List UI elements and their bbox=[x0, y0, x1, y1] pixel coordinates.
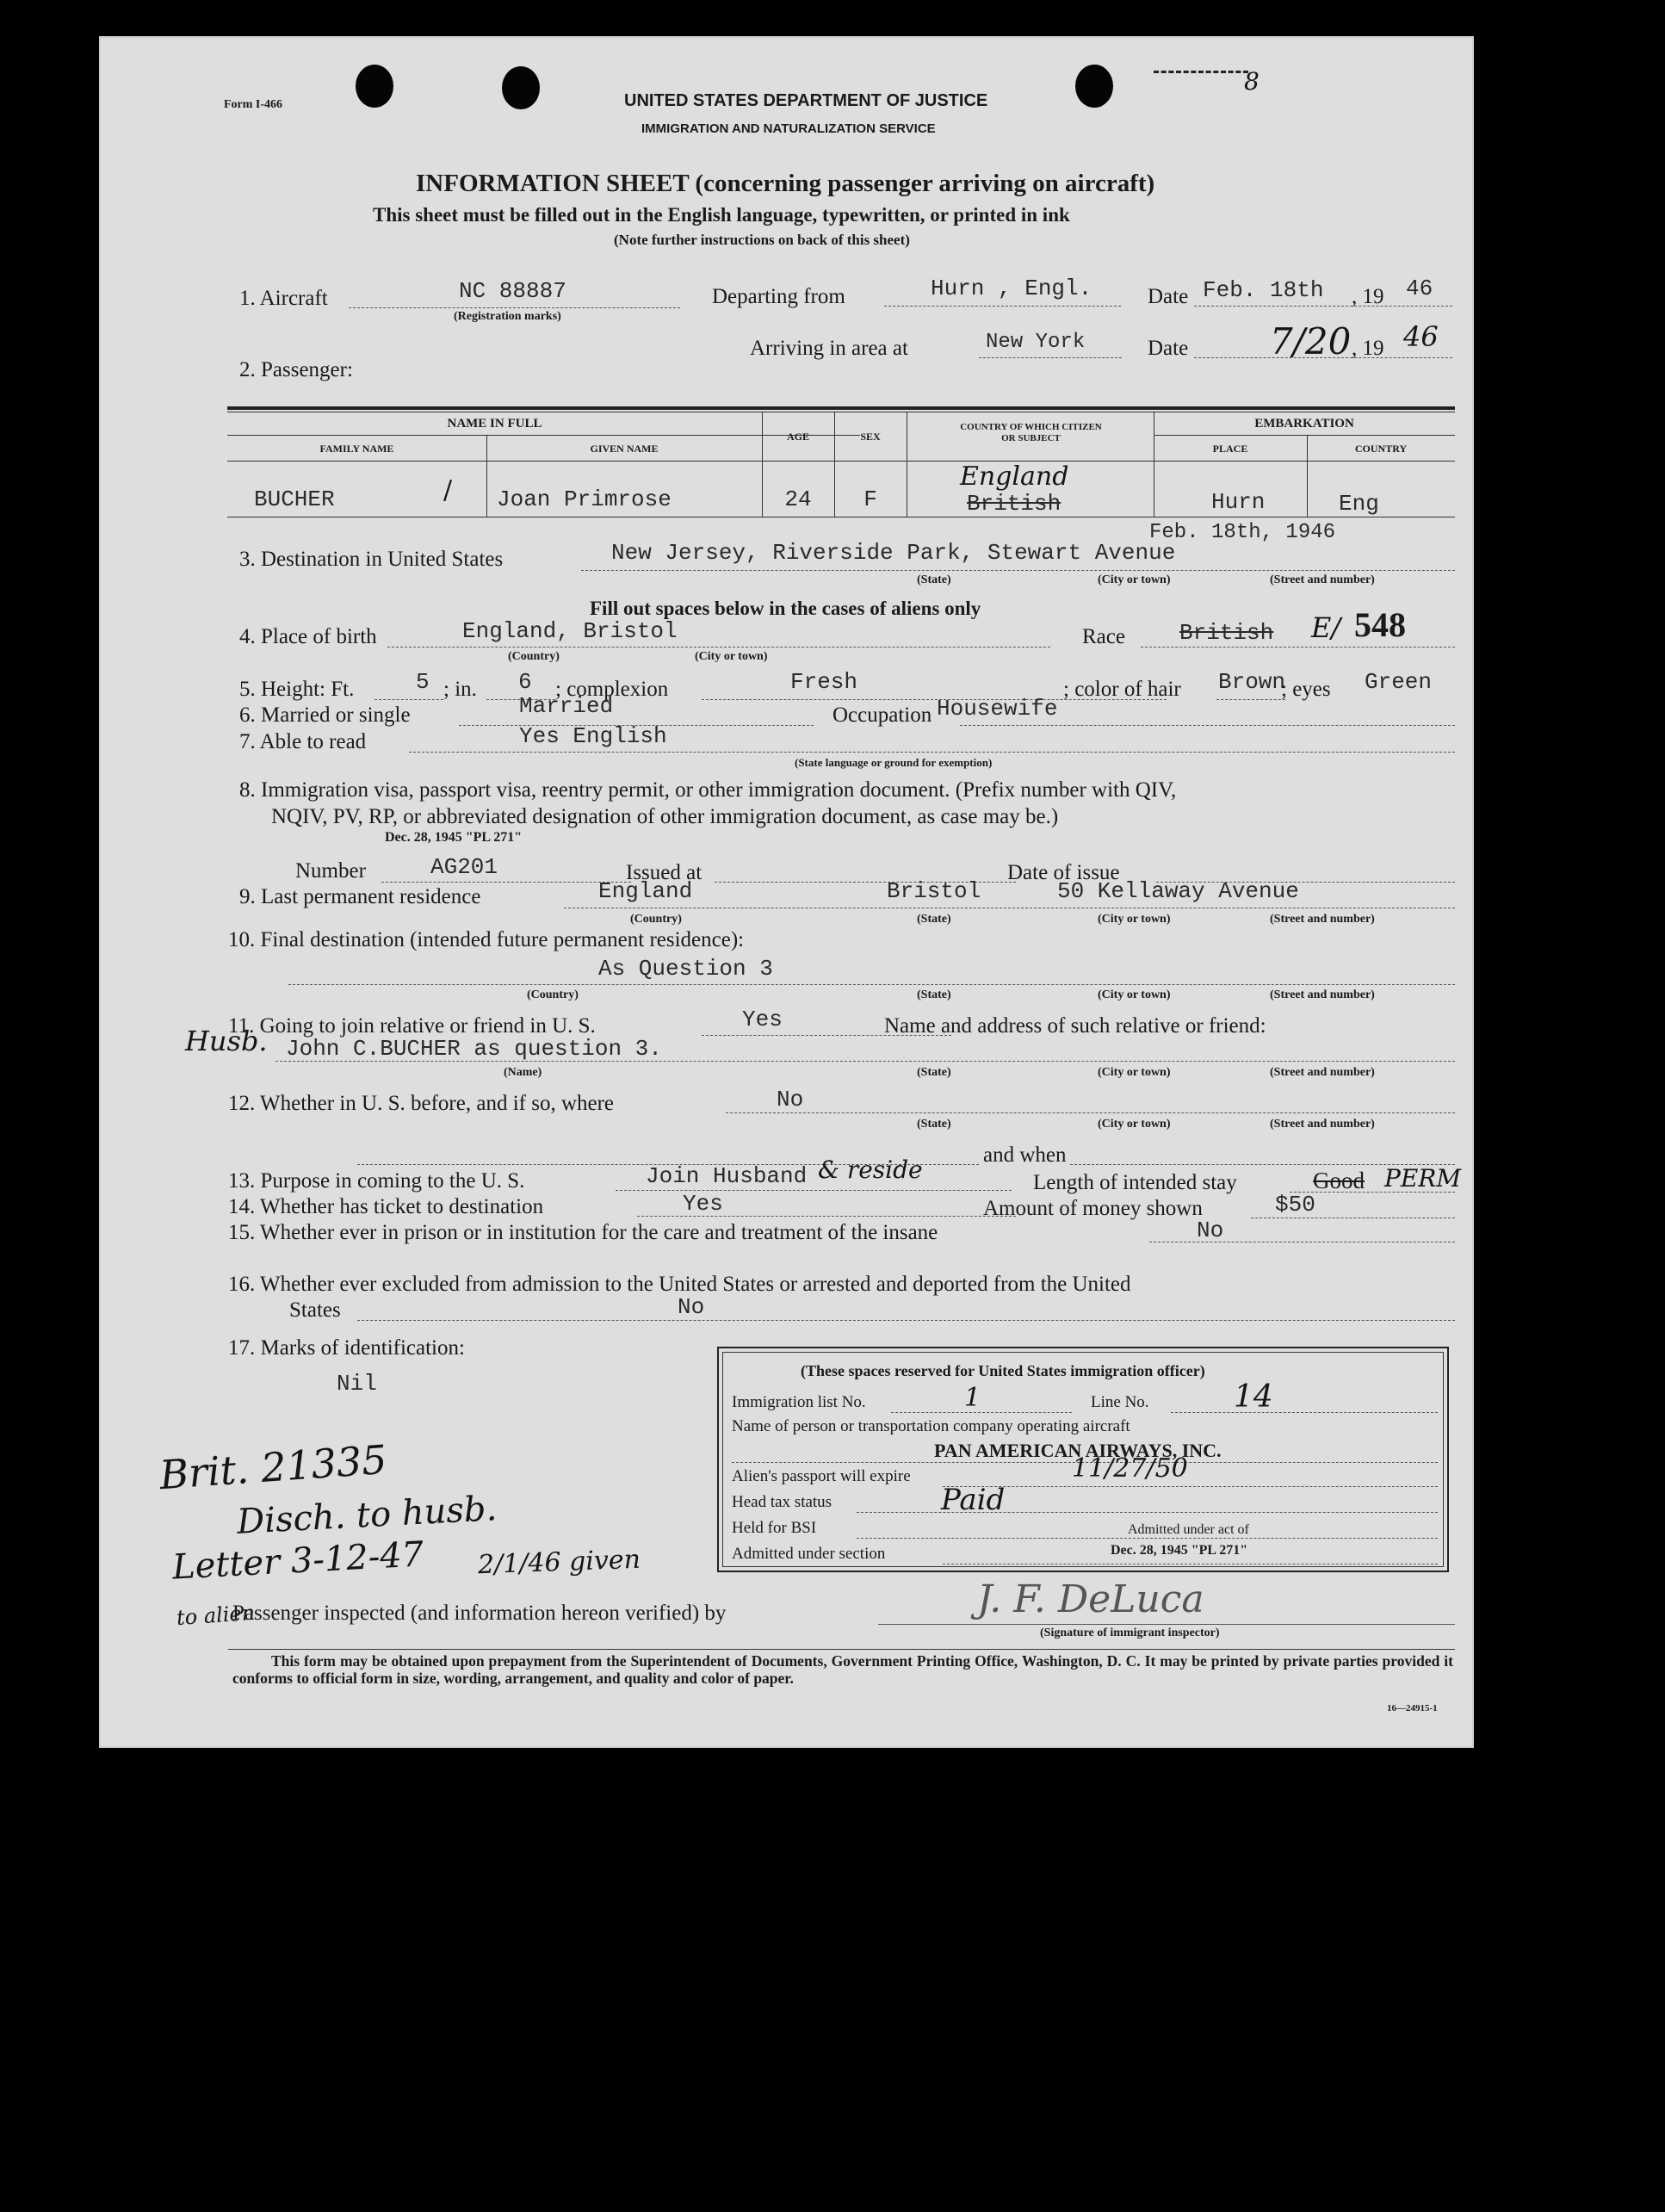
citizen-handwritten: England bbox=[960, 462, 1069, 492]
passport-label: Alien's passport will expire bbox=[732, 1467, 911, 1485]
passport-value: 11/27/50 bbox=[1072, 1453, 1188, 1484]
q11-label: 11. Going to join relative or friend in U. S. bbox=[228, 1014, 596, 1038]
stay-label: Length of intended stay bbox=[1033, 1171, 1237, 1194]
q17-label: 17. Marks of identification: bbox=[228, 1336, 465, 1360]
form-number: Form I-466 bbox=[224, 98, 283, 111]
and-when-label: and when bbox=[983, 1143, 1067, 1167]
given-name-value: Joan Primrose bbox=[497, 486, 672, 512]
sex-value: F bbox=[863, 486, 877, 512]
q17-value: Nil bbox=[337, 1371, 377, 1397]
q13-hand-value: & reside bbox=[818, 1156, 923, 1184]
q14-label: 14. Whether has ticket to destination bbox=[228, 1195, 544, 1218]
th-place: PLACE bbox=[1212, 443, 1248, 455]
relative-value: John C.BUCHER as question 3. bbox=[286, 1036, 662, 1062]
company-value: PAN AMERICAN AIRWAYS, INC. bbox=[934, 1440, 1222, 1461]
q11-value: Yes bbox=[742, 1007, 783, 1032]
line-underline bbox=[1171, 1412, 1438, 1413]
caption-country: (Country) bbox=[527, 988, 579, 1001]
q4-label: 4. Place of birth bbox=[239, 625, 377, 648]
caption-street: (Street and number) bbox=[1270, 1066, 1375, 1079]
caption-city: (City or town) bbox=[1098, 913, 1171, 926]
footer-code: 16—24915-1 bbox=[1387, 1703, 1438, 1713]
tick-mark: / bbox=[443, 475, 453, 505]
family-name-value: BUCHER bbox=[254, 486, 335, 512]
th-country-citizen: COUNTRY OF WHICH CITIZEN OR SUBJECT bbox=[960, 422, 1102, 443]
inspection-label: Passenger inspected (and information hereon verified) by bbox=[232, 1602, 727, 1625]
footer-text: This form may be obtained upon prepayment from the Superintendent of Documents, Government Printing Office, Washington, D. C. It may be printed by private parties provided it conforms to official form in size, wording, arrangement, and quality and color of paper. bbox=[232, 1652, 1453, 1687]
q16-underline bbox=[357, 1320, 1455, 1321]
company-label: Name of person or transportation company operating aircraft bbox=[732, 1417, 1130, 1435]
aircraft-label: 1. Aircraft bbox=[239, 287, 328, 310]
hair-value: Brown bbox=[1218, 669, 1286, 695]
caption-name: (Name) bbox=[504, 1066, 542, 1079]
th-country: COUNTRY bbox=[1354, 443, 1408, 455]
complexion-value: Fresh bbox=[790, 669, 858, 695]
arriving-date-label: Date bbox=[1148, 337, 1189, 360]
th-family-name: FAMILY NAME bbox=[319, 443, 394, 455]
th-given-name: GIVEN NAME bbox=[590, 443, 659, 455]
aircraft-underline bbox=[349, 307, 680, 308]
q3-annotation: Feb. 18th, 1946 bbox=[1149, 521, 1336, 544]
q16-line2: States bbox=[289, 1298, 341, 1322]
q13-underline bbox=[616, 1190, 1012, 1191]
caption-state: (State) bbox=[917, 573, 951, 586]
form-title: INFORMATION SHEET (concerning passenger arriving on aircraft) bbox=[416, 170, 1155, 197]
table-rule bbox=[227, 461, 1455, 462]
caption-state: (State) bbox=[917, 988, 951, 1001]
departing-date: Feb. 18th bbox=[1203, 277, 1324, 303]
punch-hole bbox=[1078, 65, 1112, 108]
caption-city: (City or town) bbox=[1098, 573, 1171, 586]
signature-caption: (Signature of immigrant inspector) bbox=[1040, 1626, 1220, 1639]
race-value: British bbox=[1179, 620, 1274, 646]
caption-city: (City or town) bbox=[695, 650, 768, 663]
q12-label: 12. Whether in U. S. before, and if so, where bbox=[228, 1092, 615, 1115]
caption-country: (Country) bbox=[508, 650, 560, 663]
arriving-date: 7/20 bbox=[1270, 320, 1352, 362]
stamp-line2: Dec. 28, 1945 "PL 271" bbox=[1111, 1543, 1248, 1558]
money-value: $50 bbox=[1275, 1192, 1315, 1218]
top-mark: 8 bbox=[1244, 67, 1260, 96]
caption-city: (City or town) bbox=[1098, 1066, 1171, 1079]
q7-label: 7. Able to read bbox=[239, 730, 367, 753]
number-label: Number bbox=[295, 859, 366, 883]
q7-value: Yes English bbox=[519, 723, 667, 749]
number-underline bbox=[381, 882, 631, 883]
q9-country: England bbox=[598, 878, 693, 904]
aircraft-value: NC 88887 bbox=[459, 278, 566, 304]
officer-box-title: (These spaces reserved for United States immigration officer) bbox=[801, 1362, 1205, 1379]
q12-value: No bbox=[777, 1087, 804, 1112]
arriving-label: Arriving in area at bbox=[750, 337, 908, 360]
department-name: UNITED STATES DEPARTMENT OF JUSTICE bbox=[624, 91, 988, 110]
q3-underline bbox=[581, 570, 1455, 571]
stay-struck: Good bbox=[1313, 1168, 1365, 1193]
issued-at-label: Issued at bbox=[626, 861, 703, 884]
bsi-label: Held for BSI bbox=[732, 1519, 817, 1537]
top-scribble bbox=[1154, 71, 1248, 73]
note-line2: Disch. to husb. bbox=[236, 1489, 498, 1542]
th-embarkation: EMBARKATION bbox=[1254, 417, 1354, 431]
q15-value: No bbox=[1197, 1218, 1224, 1243]
note-line4: to alien bbox=[176, 1600, 256, 1631]
aliens-heading: Fill out spaces below in the cases of aliens only bbox=[590, 598, 981, 619]
q16-line1: 16. Whether ever excluded from admission to the United States or arrested and deported from the United bbox=[228, 1273, 1131, 1296]
inches-label: ; in. bbox=[443, 678, 477, 701]
section-label: Admitted under section bbox=[732, 1545, 886, 1563]
q8-stamp: Dec. 28, 1945 "PL 271" bbox=[385, 830, 523, 845]
stay-hand: PERM bbox=[1384, 1164, 1462, 1193]
th-sex: SEX bbox=[860, 431, 881, 443]
q3-value: New Jersey, Riverside Park, Stewart Avenue bbox=[611, 540, 1176, 566]
occupation-underline bbox=[960, 725, 1455, 726]
section-underline bbox=[943, 1564, 1438, 1565]
name-address-label: Name and address of such relative or friend: bbox=[884, 1014, 1266, 1038]
age-value: 24 bbox=[784, 486, 812, 512]
year-prefix: , 19 bbox=[1352, 285, 1384, 308]
q6-value: Married bbox=[519, 693, 614, 719]
note-line1: Brit. 21335 bbox=[158, 1435, 389, 1499]
hair-underline bbox=[1216, 699, 1285, 700]
caption-city: (City or town) bbox=[1098, 988, 1171, 1001]
q9-street: 50 Kellaway Avenue bbox=[1057, 878, 1299, 904]
form-note: (Note further instructions on back of this sheet) bbox=[614, 232, 910, 248]
q16-value: No bbox=[678, 1294, 705, 1320]
arriving-value: New York bbox=[986, 331, 1086, 354]
eyes-label: ; eyes bbox=[1281, 678, 1331, 701]
registration-caption: (Registration marks) bbox=[454, 310, 561, 323]
q15-label: 15. Whether ever in prison or in institution for the care and treatment of the insane bbox=[228, 1221, 938, 1244]
q12-underline bbox=[726, 1112, 1455, 1113]
q9-label: 9. Last permanent residence bbox=[239, 885, 481, 908]
race-number: 548 bbox=[1354, 605, 1406, 644]
th-name-in-full: NAME IN FULL bbox=[447, 417, 542, 431]
caption-country: (Country) bbox=[630, 913, 682, 926]
q4-value: England, Bristol bbox=[462, 618, 678, 644]
q6-label: 6. Married or single bbox=[239, 703, 411, 727]
table-rule bbox=[1154, 435, 1455, 436]
bsi-underline bbox=[857, 1538, 1438, 1539]
inches-value: 6 bbox=[518, 669, 532, 695]
number-value: AG201 bbox=[430, 854, 498, 880]
table-top-rule bbox=[227, 406, 1455, 410]
q11-hand-prefix: Husb. bbox=[185, 1025, 268, 1057]
departing-date-label: Date bbox=[1148, 285, 1189, 308]
date-of-issue-label: Date of issue bbox=[1007, 861, 1120, 884]
caption-street: (Street and number) bbox=[1270, 573, 1375, 586]
q10-label: 10. Final destination (intended future permanent residence): bbox=[228, 928, 745, 951]
q14-value: Yes bbox=[683, 1191, 723, 1217]
form-subtitle: This sheet must be filled out in the English language, typewritten, or printed in ink bbox=[373, 204, 1070, 226]
q10-underline bbox=[288, 984, 1455, 985]
embark-country-value: Eng bbox=[1339, 491, 1379, 517]
hair-label: ; color of hair bbox=[1063, 678, 1181, 701]
punch-hole bbox=[356, 65, 393, 108]
q8-line2: NQIV, PV, RP, or abbreviated designation of other immigration document, as case may be.) bbox=[271, 805, 1059, 828]
passport-underline bbox=[943, 1486, 1438, 1487]
line-value: 14 bbox=[1234, 1379, 1273, 1415]
departing-label: Departing from bbox=[712, 285, 845, 308]
occupation-value: Housewife bbox=[937, 696, 1058, 722]
punch-hole bbox=[502, 66, 540, 109]
passenger-label: 2. Passenger: bbox=[239, 358, 353, 381]
q13-value: Join Husband bbox=[646, 1163, 808, 1189]
caption-state: (State) bbox=[917, 1066, 951, 1079]
tax-value: Paid bbox=[941, 1483, 1006, 1517]
departing-underline bbox=[884, 306, 1121, 307]
money-label: Amount of money shown bbox=[983, 1197, 1203, 1220]
departing-date-underline bbox=[1194, 306, 1452, 307]
year-prefix-2: , 19 bbox=[1352, 337, 1384, 360]
stamp-line1: Admitted under act of bbox=[1128, 1522, 1249, 1537]
q9-state: Bristol bbox=[887, 878, 981, 904]
signature-underline bbox=[878, 1624, 1455, 1625]
eyes-value: Green bbox=[1365, 669, 1433, 695]
q10-value: As Question 3 bbox=[598, 956, 773, 982]
note-line3: Letter 3-12-47 bbox=[170, 1534, 425, 1588]
form-sheet bbox=[99, 36, 1474, 1748]
list-label: Immigration list No. bbox=[732, 1393, 866, 1411]
caption-street: (Street and number) bbox=[1270, 988, 1375, 1001]
caption-street: (Street and number) bbox=[1270, 1118, 1375, 1131]
feet-underline bbox=[374, 699, 443, 700]
service-name: IMMIGRATION AND NATURALIZATION SERVICE bbox=[641, 121, 936, 136]
officer-box bbox=[717, 1347, 1449, 1572]
arriving-year: 46 bbox=[1403, 320, 1439, 353]
line-label: Line No. bbox=[1091, 1393, 1149, 1411]
departing-year: 46 bbox=[1406, 276, 1433, 301]
list-underline bbox=[891, 1412, 1072, 1413]
race-label: Race bbox=[1082, 625, 1125, 648]
q3-label: 3. Destination in United States bbox=[239, 548, 504, 571]
caption-reading: (State language or ground for exemption) bbox=[795, 756, 993, 769]
feet-value: 5 bbox=[416, 669, 430, 695]
q7-underline bbox=[409, 752, 1455, 753]
q5-label: 5. Height: Ft. bbox=[239, 678, 355, 701]
embark-place-value: Hurn bbox=[1211, 489, 1266, 515]
caption-state: (State) bbox=[917, 913, 951, 926]
q8-line1: 8. Immigration visa, passport visa, reentry permit, or other immigration document. (Prefix number with QIV, bbox=[239, 778, 1177, 802]
departing-value: Hurn , Engl. bbox=[931, 276, 1092, 301]
arriving-underline bbox=[979, 357, 1122, 358]
caption-state: (State) bbox=[917, 1118, 951, 1131]
citizen-typed: British bbox=[967, 491, 1062, 517]
caption-street: (Street and number) bbox=[1270, 913, 1375, 926]
footer-rule bbox=[228, 1649, 1455, 1650]
tax-label: Head tax status bbox=[732, 1493, 832, 1511]
race-hand: E/ bbox=[1311, 611, 1341, 644]
q13-label: 13. Purpose in coming to the U. S. bbox=[228, 1169, 525, 1193]
note-line3b: 2/1/46 given bbox=[477, 1544, 641, 1581]
occupation-label: Occupation bbox=[832, 703, 932, 727]
caption-city: (City or town) bbox=[1098, 1118, 1171, 1131]
th-age: AGE bbox=[786, 431, 809, 443]
list-value: 1 bbox=[964, 1383, 981, 1413]
complexion-label: ; complexion bbox=[555, 678, 669, 701]
inspector-signature: J. F. DeLuca bbox=[977, 1577, 1204, 1621]
